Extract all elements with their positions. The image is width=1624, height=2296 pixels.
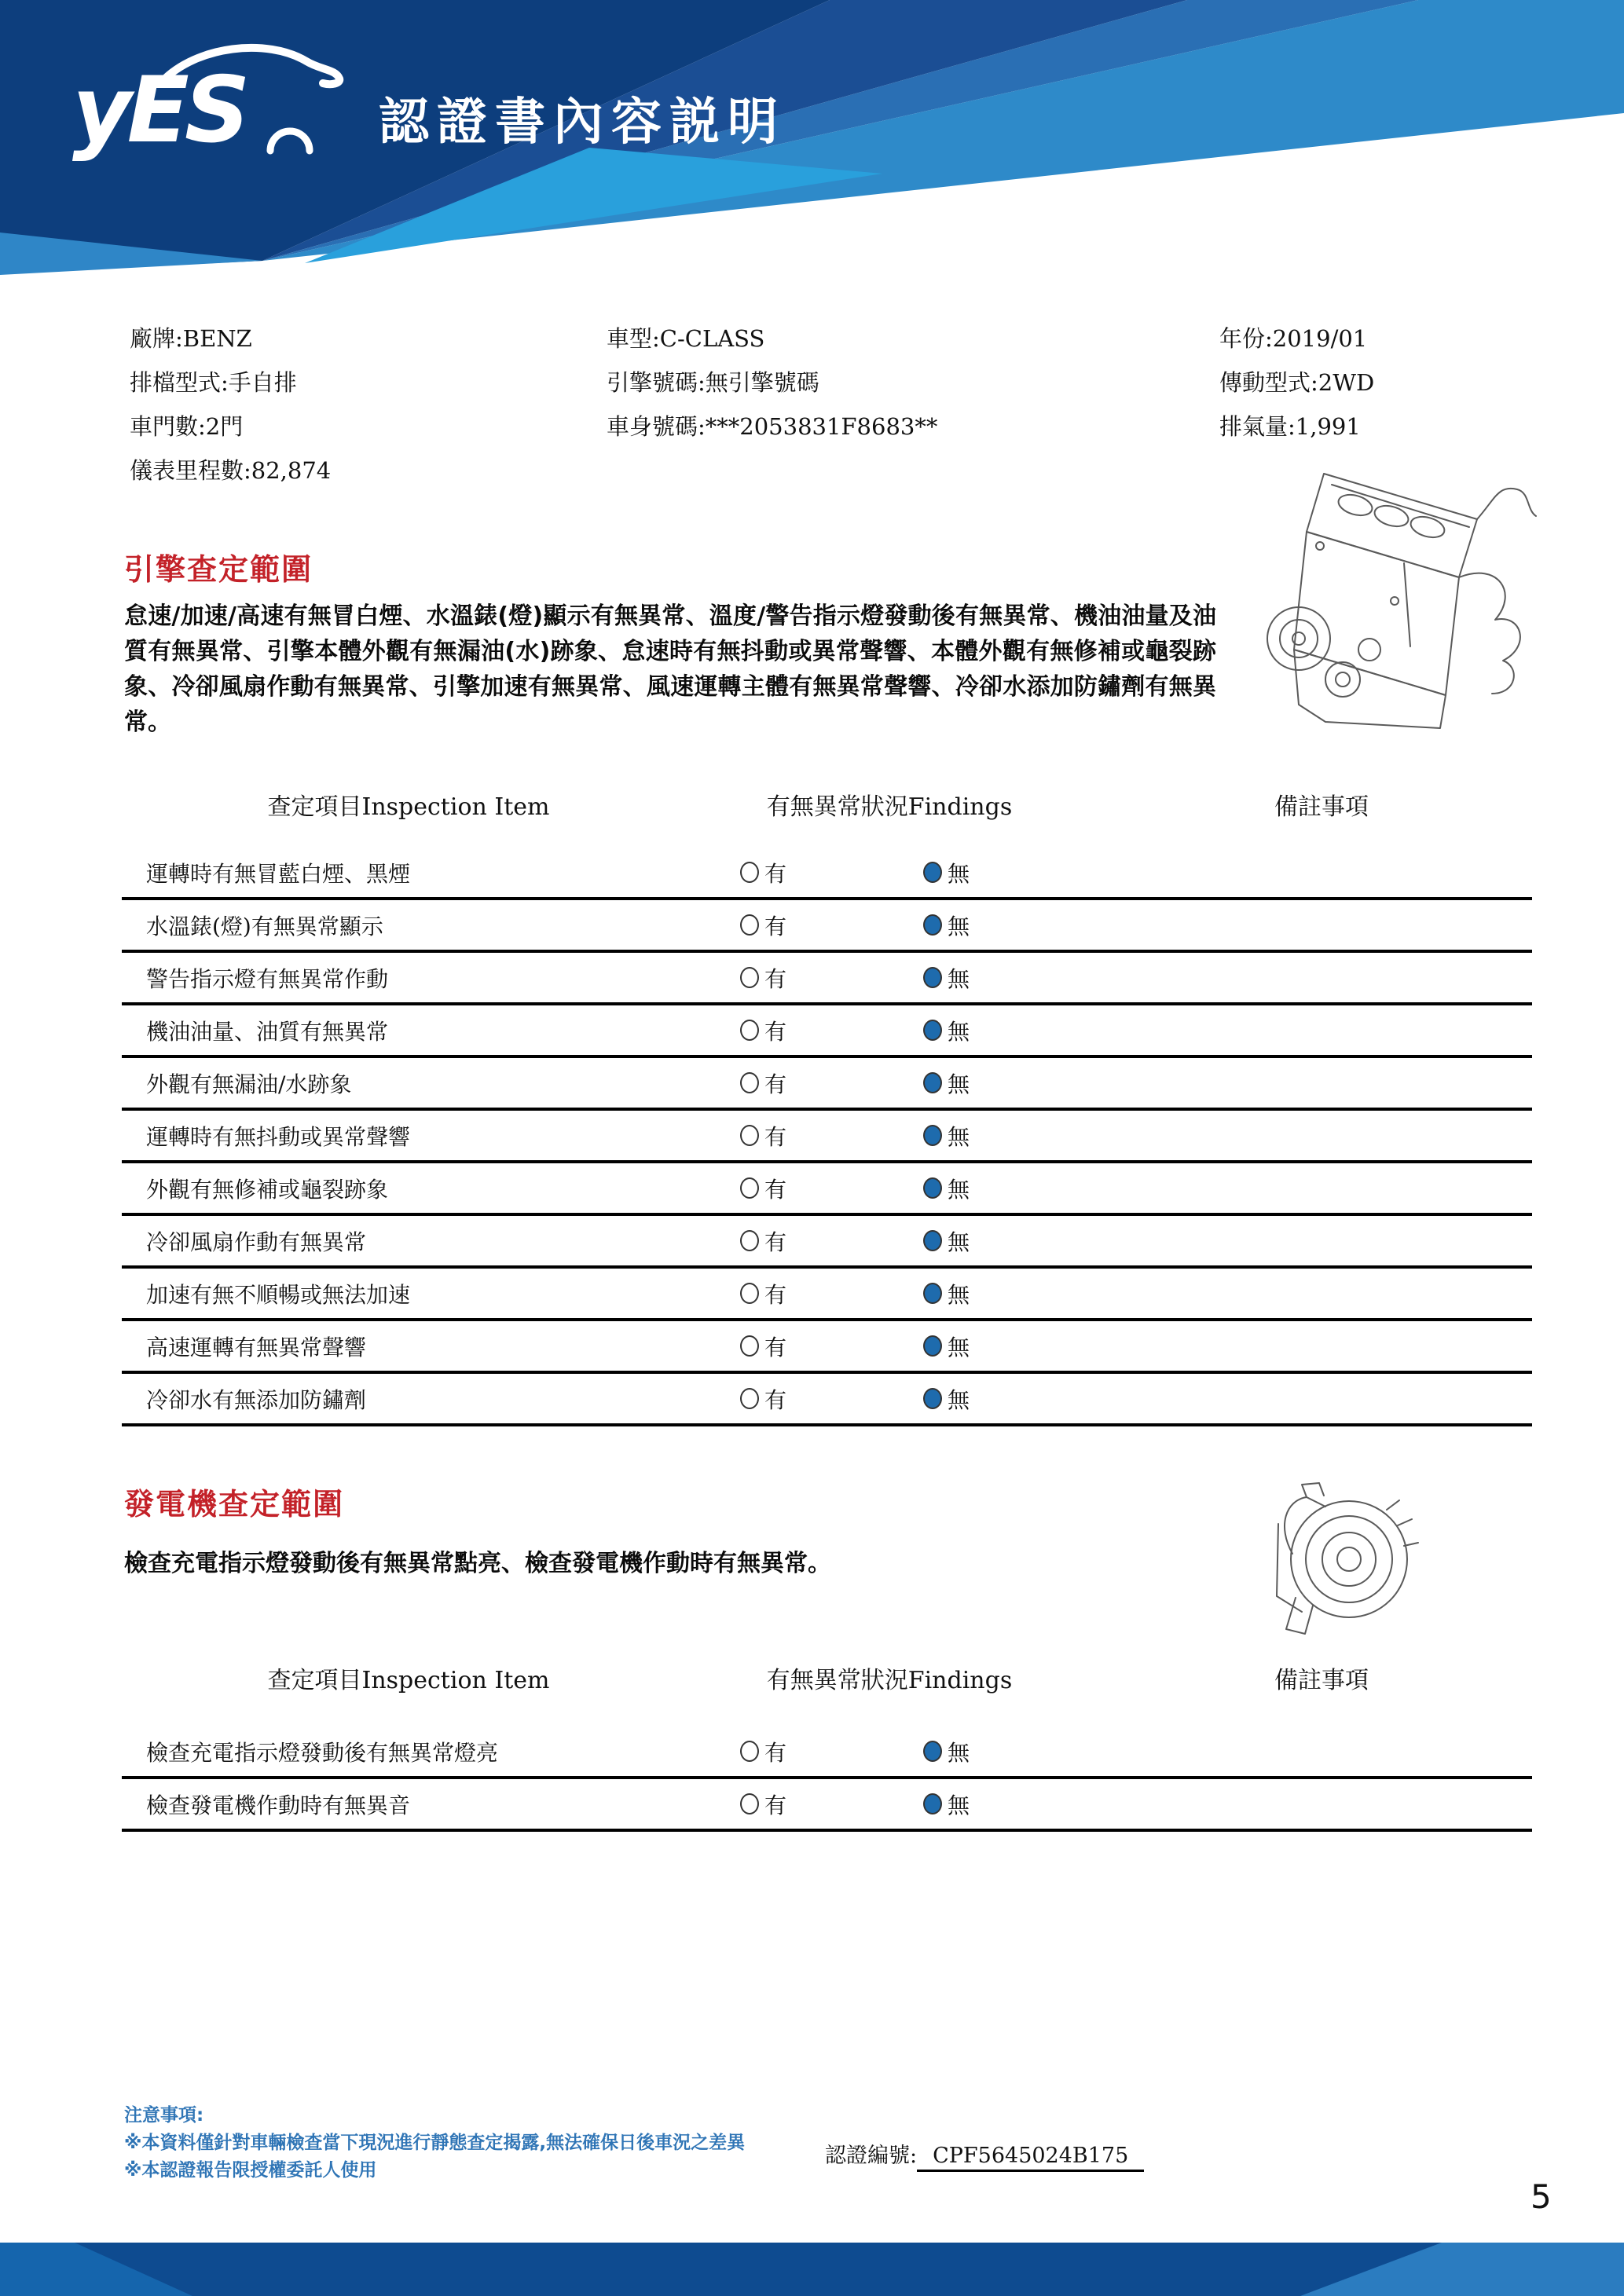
radio-circle-icon: [923, 1793, 942, 1814]
radio-no-label: 無: [948, 1018, 970, 1045]
table-row: [122, 1216, 1532, 1269]
inspection-item-label: 外觀有無修補或龜裂跡象: [146, 1176, 389, 1203]
table-row: [122, 1374, 1532, 1426]
radio-no-label: 無: [948, 965, 970, 992]
yes-logo: [69, 33, 360, 167]
engine-illustration: [1206, 444, 1544, 761]
radio-yes-label: 有: [764, 1229, 787, 1255]
radio-no: [923, 1331, 970, 1362]
radio-no: [923, 1278, 970, 1309]
radio-yes-label: 有: [764, 1386, 787, 1413]
vehicle-info-field: 車身號碼:***2053831F8683**: [607, 413, 938, 440]
engine-table-header: [122, 787, 1532, 823]
inspection-item-label: 警告指示燈有無異常作動: [146, 965, 389, 992]
generator-table-rows: [122, 1727, 1532, 1832]
radio-yes: [740, 1067, 786, 1099]
radio-yes: [740, 1331, 786, 1362]
radio-no-label: 無: [948, 1176, 970, 1203]
radio-circle-icon: [923, 1335, 942, 1357]
table-row: [122, 848, 1532, 900]
radio-circle-icon: [740, 1741, 759, 1762]
radio-circle-icon: [923, 1283, 942, 1304]
radio-yes: [740, 1383, 786, 1415]
footer-notes: [124, 2102, 745, 2184]
radio-no-label: 無: [948, 1071, 970, 1097]
radio-no: [923, 1015, 970, 1046]
page-header: [0, 0, 1624, 283]
radio-no-label: 無: [948, 1334, 970, 1360]
radio-yes: [740, 857, 786, 888]
radio-yes-label: 有: [764, 1334, 787, 1360]
radio-circle-icon: [740, 1388, 759, 1409]
column-header-remarks: 備註事項: [1274, 793, 1369, 821]
alternator-illustration: [1230, 1478, 1426, 1646]
column-header-findings: 有無異常狀況Findings: [766, 1667, 1013, 1694]
inspection-item-label: 機油油量、油質有無異常: [146, 1018, 389, 1045]
radio-yes: [740, 1736, 786, 1767]
radio-yes: [740, 1015, 786, 1046]
vehicle-info-field: 排氣量:1,991: [1219, 413, 1361, 440]
radio-circle-icon: [740, 1072, 759, 1093]
radio-yes-label: 有: [764, 1071, 787, 1097]
generator-section-description: 檢查充電指示燈發動後有無異常點亮、檢查發電機作動時有無異常。: [124, 1550, 831, 1577]
svg-text:yES: yES: [72, 57, 246, 163]
engine-section-description: 怠速/加速/高速有無冒白煙、水溫錶(燈)顯示有無異常、溫度/警告指示燈發動後有無異常、機油油量及油質有無異常、引擎本體外觀有無漏油(水)跡象、怠速時有無抖動或異常聲響、本體外觀有無修補或龜裂跡象、冷卻風扇作動有無異常、引擎加速有無異常、風速運轉主體有無異常聲響、冷卻水添加防鏽劑有無異常。: [124, 602, 1216, 736]
note-line: ※本認證報告限授權委託人使用: [124, 2160, 377, 2181]
radio-no: [923, 1067, 970, 1099]
inspection-item-label: 加速有無不順暢或無法加速: [146, 1281, 411, 1308]
column-header-findings: 有無異常狀況Findings: [766, 793, 1013, 821]
radio-yes: [740, 1120, 786, 1152]
radio-circle-icon: [740, 1793, 759, 1814]
radio-no: [923, 1173, 970, 1204]
certificate-number: [825, 2138, 1144, 2169]
radio-no: [923, 1383, 970, 1415]
vehicle-info-field: 年份:2019/01: [1219, 325, 1368, 352]
inspection-item-label: 檢查充電指示燈發動後有無異常燈亮: [146, 1739, 499, 1766]
radio-circle-icon: [740, 862, 759, 883]
table-row: [122, 953, 1532, 1005]
column-header-remarks: 備註事項: [1274, 1667, 1369, 1694]
radio-no-label: 無: [948, 1123, 970, 1150]
generator-table-header: [122, 1661, 1532, 1697]
radio-no: [923, 962, 970, 994]
engine-section-title: 引擎查定範圍: [124, 552, 313, 587]
vehicle-info-field: 傳動型式:2WD: [1219, 369, 1375, 396]
radio-circle-icon: [740, 1230, 759, 1251]
table-row: [122, 1321, 1532, 1374]
radio-circle-icon: [923, 1741, 942, 1762]
note-line: ※本資料僅針對車輛檢查當下現況進行靜態查定揭露,無法確保日後車況之差異: [124, 2133, 746, 2153]
radio-no: [923, 1225, 970, 1257]
vehicle-info-field: 車型:C-CLASS: [607, 325, 765, 352]
engine-table-rows: [122, 848, 1532, 1426]
radio-circle-icon: [740, 1020, 759, 1041]
radio-no-label: 無: [948, 913, 970, 939]
radio-yes: [740, 1225, 786, 1257]
vehicle-info-field: 儀表里程數:82,874: [130, 457, 332, 484]
vehicle-info-column-3: [1219, 317, 1374, 449]
radio-yes-label: 有: [764, 860, 787, 887]
radio-circle-icon: [740, 1177, 759, 1199]
radio-circle-icon: [923, 914, 942, 936]
vehicle-info-column-1: [130, 317, 331, 493]
radio-circle-icon: [740, 1283, 759, 1304]
radio-circle-icon: [923, 1020, 942, 1041]
column-header-inspection-item: 查定項目Inspection Item: [267, 1667, 550, 1694]
vehicle-info-field: 排檔型式:手自排: [130, 369, 297, 396]
inspection-item-label: 運轉時有無抖動或異常聲響: [146, 1123, 411, 1150]
inspection-item-label: 外觀有無漏油/水跡象: [146, 1071, 352, 1097]
radio-yes-label: 有: [764, 1176, 787, 1203]
radio-circle-icon: [740, 914, 759, 936]
radio-no-label: 無: [948, 1281, 970, 1308]
footer-band-right-shape: [0, 2243, 1624, 2296]
inspection-item-label: 冷卻風扇作動有無異常: [146, 1229, 367, 1255]
inspection-item-label: 檢查發電機作動時有無異音: [146, 1792, 411, 1818]
radio-yes: [740, 1173, 786, 1204]
yes-car-logo-icon: [69, 33, 360, 167]
table-row: [122, 1005, 1532, 1058]
table-row: [122, 1058, 1532, 1111]
certificate-number-value: CPF5645024B175: [917, 2144, 1144, 2172]
radio-no: [923, 1120, 970, 1152]
radio-circle-icon: [923, 1177, 942, 1199]
certificate-number-label: 認證編號:: [825, 2144, 918, 2168]
radio-no: [923, 910, 970, 941]
radio-no-label: 無: [948, 1229, 970, 1255]
radio-no-label: 無: [948, 1792, 970, 1818]
radio-circle-icon: [923, 967, 942, 988]
radio-yes-label: 有: [764, 1123, 787, 1150]
page-title: 認證書內容説明: [379, 93, 786, 152]
table-row: [122, 1269, 1532, 1321]
radio-circle-icon: [740, 1335, 759, 1357]
page-number: 5: [1531, 2177, 1552, 2216]
radio-yes: [740, 910, 786, 941]
column-header-inspection-item: 查定項目Inspection Item: [267, 793, 550, 821]
table-row: [122, 1779, 1532, 1832]
vehicle-info-field: 廠牌:BENZ: [130, 325, 252, 352]
radio-yes-label: 有: [764, 1739, 787, 1766]
radio-yes: [740, 962, 786, 994]
radio-yes-label: 有: [764, 1792, 787, 1818]
radio-no-label: 無: [948, 860, 970, 887]
radio-circle-icon: [923, 1230, 942, 1251]
table-row: [122, 900, 1532, 953]
radio-circle-icon: [740, 1125, 759, 1146]
radio-no-label: 無: [948, 1739, 970, 1766]
radio-no: [923, 1789, 970, 1820]
table-row: [122, 1163, 1532, 1216]
vehicle-info-column-2: [607, 317, 937, 449]
radio-circle-icon: [923, 1388, 942, 1409]
radio-yes-label: 有: [764, 913, 787, 939]
radio-no: [923, 857, 970, 888]
footer-band: [0, 2243, 1624, 2296]
table-row: [122, 1111, 1532, 1163]
radio-circle-icon: [923, 1072, 942, 1093]
radio-yes: [740, 1789, 786, 1820]
notes-title: 注意事項:: [124, 2105, 204, 2126]
radio-no: [923, 1736, 970, 1767]
table-row: [122, 1727, 1532, 1779]
inspection-item-label: 水溫錶(燈)有無異常顯示: [146, 913, 383, 939]
inspection-item-label: 冷卻水有無添加防鏽劑: [146, 1386, 367, 1413]
vehicle-info-field: 車門數:2門: [130, 413, 244, 440]
radio-circle-icon: [923, 1125, 942, 1146]
radio-yes-label: 有: [764, 1018, 787, 1045]
vehicle-info-field: 引擎號碼:無引擎號碼: [607, 369, 819, 396]
generator-section-title: 發電機查定範圍: [124, 1487, 345, 1522]
radio-yes-label: 有: [764, 1281, 787, 1308]
radio-circle-icon: [923, 862, 942, 883]
radio-circle-icon: [740, 967, 759, 988]
radio-yes: [740, 1278, 786, 1309]
inspection-item-label: 高速運轉有無異常聲響: [146, 1334, 367, 1360]
radio-no-label: 無: [948, 1386, 970, 1413]
radio-yes-label: 有: [764, 965, 787, 992]
inspection-item-label: 運轉時有無冒藍白煙、黑煙: [146, 860, 411, 887]
